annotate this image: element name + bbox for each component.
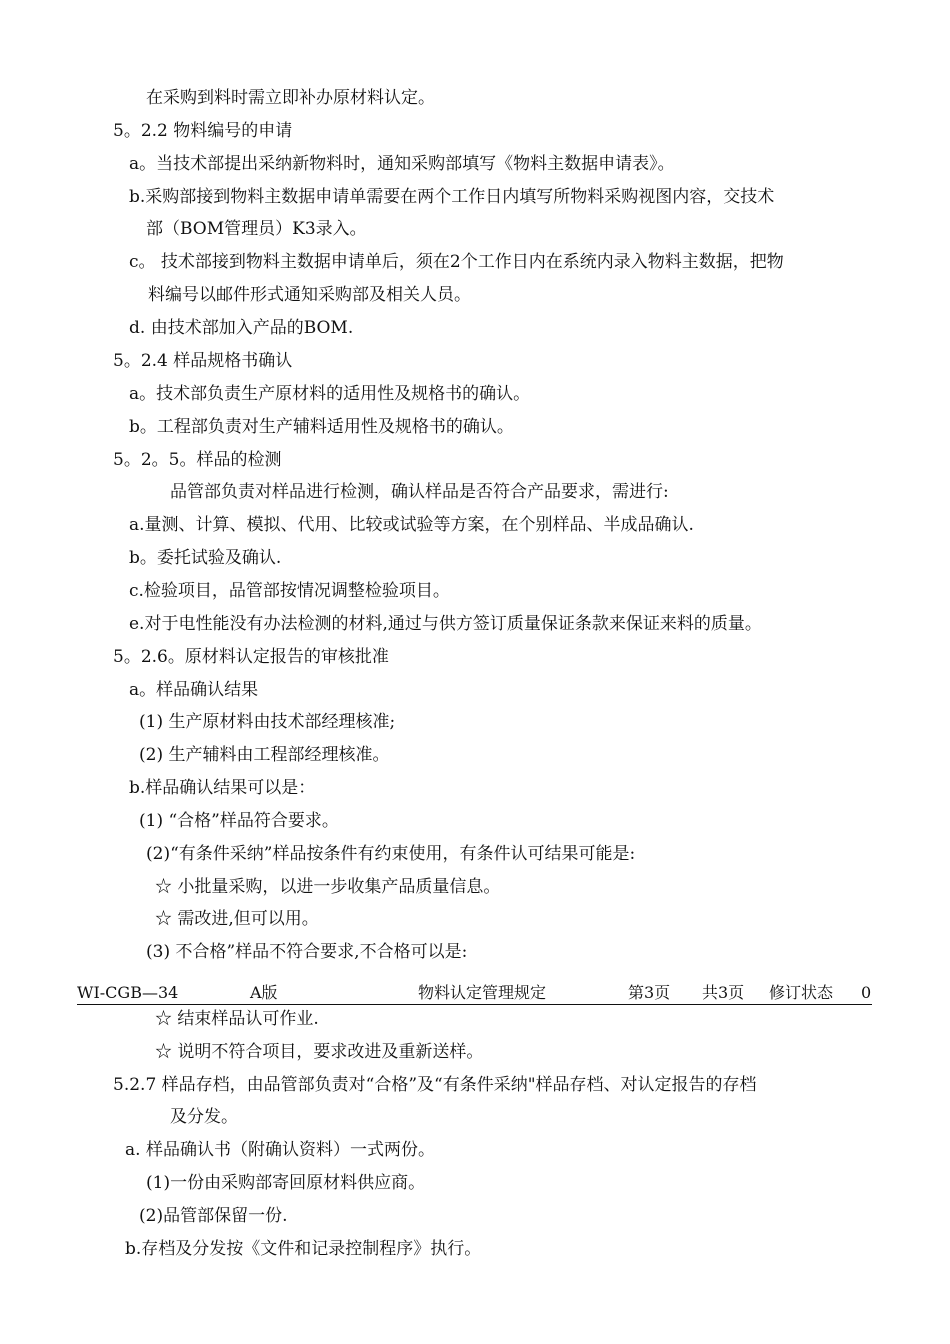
text-line: ☆ 需改进,但可以用。	[155, 909, 319, 929]
text-line: (1)一份由采购部寄回原材料供应商。	[146, 1173, 426, 1193]
page-footer	[77, 983, 872, 1005]
text-line: b.存档及分发按《文件和记录控制程序》执行。	[125, 1239, 482, 1259]
footer-total: 共3页	[702, 983, 745, 1002]
footer-doc-number: WI-CGB—34	[77, 983, 179, 1002]
text-line: b.样品确认结果可以是：	[129, 778, 316, 798]
text-line: ☆ 结束样品认可作业.	[155, 1009, 319, 1029]
text-line: (2) 生产辅料由工程部经理核准。	[139, 745, 390, 765]
text-line: a.量测、计算、模拟、代用、比较或试验等方案，在个别样品、半成品确认.	[129, 515, 694, 535]
text-line: a。技术部负责生产原材料的适用性及规格书的确认。	[129, 384, 531, 404]
text-line: 品管部负责对样品进行检测，确认样品是否符合产品要求，需进行:	[170, 482, 669, 502]
footer-page: 第3页	[628, 983, 671, 1002]
text-line: b.采购部接到物料主数据申请单需要在两个工作日内填写所物料采购视图内容，交技术	[129, 187, 775, 207]
text-line: (1) 生产原材料由技术部经理核准;	[139, 712, 396, 732]
footer-revision-value: 0	[861, 983, 872, 1002]
section-heading: 5。2。5。样品的检测	[113, 450, 282, 470]
text-line: a. 样品确认书（附确认资料）一式两份。	[125, 1140, 435, 1160]
text-line: a。样品确认结果	[129, 680, 259, 700]
text-line: (2)“有条件采纳”样品按条件有约束使用，有条件认可结果可能是:	[146, 844, 636, 864]
footer-version: A版	[250, 983, 278, 1002]
section-heading: 5。2.6。原材料认定报告的审核批准	[113, 647, 389, 667]
text-line: (1) “合格”样品符合要求。	[139, 811, 339, 831]
text-line: b。工程部负责对生产辅料适用性及规格书的确认。	[129, 417, 514, 437]
text-line: 料编号以邮件形式通知采购部及相关人员。	[148, 285, 471, 305]
section-heading: 5。2.4 样品规格书确认	[113, 351, 293, 371]
text-line: 及分发。	[170, 1107, 238, 1127]
text-line: (2)品管部保留一份.	[139, 1206, 288, 1226]
text-line: 在采购到料时需立即补办原材料认定。	[146, 88, 435, 108]
section-heading: 5。2.2 物料编号的申请	[113, 121, 293, 141]
text-line: a。当技术部提出采纳新物料时，通知采购部填写《物料主数据申请表》。	[129, 154, 675, 174]
text-line: c。 技术部接到物料主数据申请单后，须在2个工作日内在系统内录入物料主数据，把物	[129, 252, 784, 272]
text-line: ☆ 说明不符合项目，要求改进及重新送样。	[155, 1042, 484, 1062]
text-line: 部（BOM管理员）K3录入。	[146, 219, 367, 239]
section-heading: 5.2.7 样品存档，由品管部负责对“合格”及“有条件采纳"样品存档、对认定报告的存档	[113, 1075, 757, 1095]
text-line: e.对于电性能没有办法检测的材料,通过与供方签订质量保证条款来保证来料的质量。	[129, 614, 762, 634]
text-line: ☆ 小批量采购，以进一步收集产品质量信息。	[155, 877, 501, 897]
footer-title: 物料认定管理规定	[418, 983, 547, 1002]
text-line: c.检验项目，品管部按情况调整检验项目。	[129, 581, 450, 601]
text-line: d. 由技术部加入产品的BOM.	[129, 318, 354, 338]
text-line: b。委托试验及确认.	[129, 548, 282, 568]
text-line: (3) 不合格”样品不符合要求,不合格可以是:	[146, 942, 468, 962]
footer-revision-label: 修订状态	[769, 983, 834, 1002]
